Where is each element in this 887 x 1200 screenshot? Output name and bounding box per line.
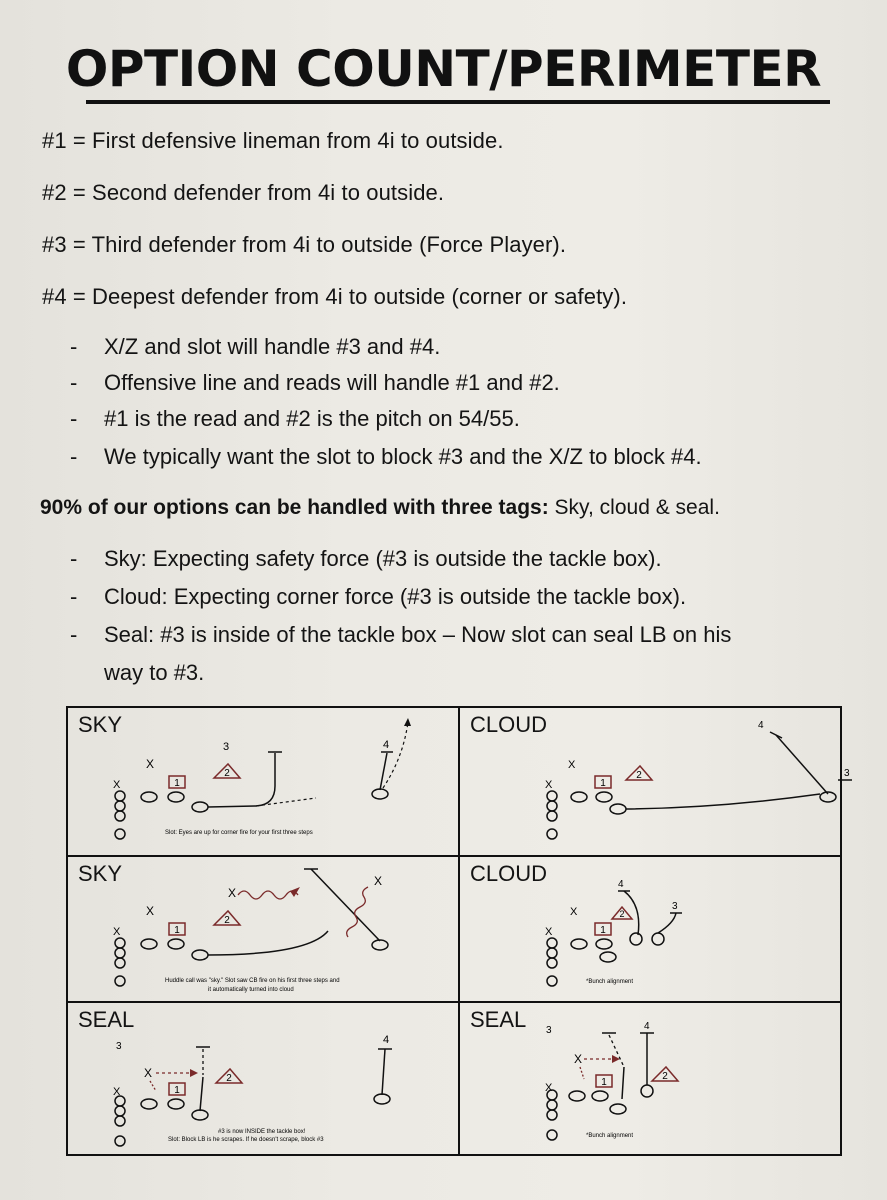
rt-circle [596,792,612,802]
lineman-circle [115,801,125,811]
diagram-cloud-1 [460,708,850,855]
defender-x: X [146,757,155,771]
defender-x: X [570,906,578,918]
rg-circle [141,939,157,949]
summary-rest: Sky, cloud & seal. [548,496,720,519]
label-four: 4 [383,739,390,751]
play-drawing [68,708,458,855]
lineman-circle [115,1106,125,1116]
f-back-circle [115,1136,125,1146]
slot-route [208,753,275,807]
lineman-circle [115,791,125,801]
f-back-circle [115,976,125,986]
play-drawing [68,857,458,1001]
lb-scrape [580,1067,584,1079]
diagram-sky-2 [68,857,458,1001]
rg-circle [571,792,587,802]
diagram-note: *Bunch alignment [586,979,634,985]
assignment-text: #1 is the read and #2 is the pitch on 54/55. [104,406,520,431]
defender-one-label: 1 [601,1077,607,1088]
diagram-title: SEAL [78,1007,135,1032]
lineman-circle [547,1110,557,1120]
tag-text: way to #3. [104,660,205,685]
lineman-circle [115,938,125,948]
diagram-seal-2 [460,1003,842,1154]
play-diagram-grid [66,706,850,1156]
diagram-title: CLOUD [470,712,548,737]
defender-two-label: 2 [636,770,642,781]
definition-1: #1 = First defensive lineman from 4i to outside. [42,128,504,153]
defender-two-label: 2 [224,768,230,779]
slot-circle [630,933,642,945]
label-three: 3 [223,741,230,753]
defender-x: X [146,904,155,918]
title-underline [86,100,830,104]
defender-x: X [568,759,576,771]
label-three: 3 [116,1041,122,1052]
arrow-head [290,887,300,897]
label-four: 4 [383,1034,390,1046]
defender-x: X [545,779,553,791]
a-back-circle [192,950,208,960]
defender-two-label: 2 [662,1071,668,1082]
lineman-circle [547,801,557,811]
lineman-circle [547,958,557,968]
a-back-circle [192,1110,208,1120]
xz-circle [372,789,388,799]
diagram-seal-1 [68,1003,458,1154]
diagram-note: *Bunch alignment [586,1133,634,1139]
label-four: 4 [758,720,764,731]
lineman-circle [115,811,125,821]
assignment-text: We typically want the slot to block #3 and the X/Z to block #4. [104,444,702,469]
a-back-circle [600,952,616,962]
rt-circle [168,939,184,949]
slot-route [609,1035,624,1067]
cb-fire-route [238,891,298,899]
lineman-circle [115,948,125,958]
diagram-note: it automatically turned into cloud [208,987,294,993]
defender-one-label: 1 [174,778,180,789]
a-back-circle [610,804,626,814]
diagram-title: SKY [78,861,123,886]
defender-one-label: 1 [174,1085,180,1096]
tag-text: Sky: Expecting safety force (#3 is outside the tackle box). [104,546,662,571]
slot-route [200,1077,203,1111]
page-title: OPTION COUNT/PERIMETER [65,40,822,98]
label-four: 4 [644,1021,650,1032]
slot-route [622,1067,624,1099]
lineman-circle [547,811,557,821]
rt-circle [592,1091,608,1101]
defender-one-label: 1 [600,778,606,789]
receiver-block [382,1049,385,1095]
f-back-circle [547,976,557,986]
summary-line [40,496,720,520]
summary-bold: 90% of our options can be handled with three tags: [40,496,549,519]
rg-circle [571,939,587,949]
slot-route [626,794,820,809]
label-three: 3 [672,901,678,912]
diagram-sky-1 [68,708,458,855]
defender-x: X [228,886,237,900]
rt-circle [168,792,184,802]
safety-route [347,887,368,937]
a-back-circle [192,802,208,812]
defender-x: X [545,1082,553,1094]
arrow-head [404,718,411,726]
definition-4: #4 = Deepest defender from 4i to outside (corner or safety). [42,284,628,309]
label-four: 4 [618,879,624,890]
assignment-text: Offensive line and reads will handle #1 and #2. [104,370,560,395]
diagram-note: #3 is now INSIDE the tackle box! [218,1129,306,1135]
diagram-title: SEAL [470,1007,527,1032]
defender-x: X [574,1052,583,1066]
tag-text: Cloud: Expecting corner force (#3 is outside the tackle box). [104,584,687,609]
defender-one-label: 1 [600,925,606,936]
defender-x: X [144,1066,153,1080]
label-three: 3 [844,768,850,779]
diagram-title: SKY [78,712,123,737]
xz-circle [372,940,388,950]
defender-two-label: 2 [619,909,625,919]
definition-3: #3 = Third defender from 4i to outside (Force Player). [42,232,567,257]
diagram-note: Huddle call was "sky." Slot saw CB fire on his first three steps and [165,978,340,984]
diagram-note: Slot: Block LB is he scrapes. If he doesn't scrape, block #3 [168,1137,324,1143]
f-back-circle [547,829,557,839]
lineman-circle [115,1116,125,1126]
f-back-circle [547,1130,557,1140]
defender-two-label: 2 [224,915,230,926]
label-three: 3 [546,1025,552,1036]
receiver-block [380,753,387,790]
lineman-circle [547,791,557,801]
receiver-circle [652,933,664,945]
lineman-circle [547,1100,557,1110]
document-page: OPTION COUNT/PERIMETER #1 = First defensive lineman from 4i to outside. #2 = Second defender from 4i to outside. #3 = Third defender from 4i to outside (Force Player). #4 = Deepest defender from 4i to outside (corner or safety). - X/Z and slot will handle #3 and #4. - Offensive line and reads will handle #1 and #2. - #1 is the read and #2 is the pitch on 54/55. - We typically want the slot to block #3 and the X/Z to block #4. 90% of our options can be handled with three tags: Sky, cloud & seal. - Sky: Expecting safety force (#3 is outside the tackle box). - Cloud: Expecting corner force (#3 is outside the tackle box). - Seal: #3 is inside of the tackle box – Now slot can seal LB on his way to #3. X X 3 1 2 4 Slot: Eyes are up for corner fire for your first three steps SKY X X 1 2 4 3 CLOUD X X X 1 2 X Huddle call was "sky." Slot saw CB fire on his first three steps and it automatically turned into cloud SKY X X 1 2 4 3 *Bunch alignment CLOUD 3 X X 1 2 4 #3 is now INSIDE the tackle box! Slot: Block LB is he scrapes. If he doesn't scrape, block #3 SEAL 3 X X 1 4 2 *Bunch alignment SEAL [0,0,887,1200]
receiver-circle [641,1085,653,1097]
arrow-head [612,1055,620,1063]
defender-one-label: 1 [174,925,180,936]
receiver-route [776,735,828,794]
arrow-head [190,1069,198,1077]
defender-x: X [545,926,553,938]
lineman-circle [547,948,557,958]
tag-text: Seal: #3 is inside of the tackle box – Now slot can seal LB on his [104,622,732,647]
receiver-route [658,913,676,933]
rg-circle [141,792,157,802]
lineman-circle [115,958,125,968]
assignment-text: X/Z and slot will handle #3 and #4. [104,334,441,359]
defender-x: X [113,1086,121,1098]
rg-circle [141,1099,157,1109]
rt-circle [596,939,612,949]
diagram-title: CLOUD [470,861,548,886]
a-back-circle [610,1104,626,1114]
diagram-note: Slot: Eyes are up for corner fire for your first three steps [165,830,313,836]
rt-circle [168,1099,184,1109]
slot-route [311,869,383,941]
defender-x: X [113,779,121,791]
defender-x: X [374,874,383,888]
lb-scrape [150,1081,156,1091]
defender-x: X [113,926,121,938]
f-back-circle [115,829,125,839]
lineman-circle [547,938,557,948]
arc-route [208,931,328,955]
diagram-cloud-2 [460,857,842,1001]
xz-circle [374,1094,390,1104]
defender-two-label: 2 [226,1073,232,1084]
definition-2: #2 = Second defender from 4i to outside. [42,180,445,205]
rg-circle [569,1091,585,1101]
